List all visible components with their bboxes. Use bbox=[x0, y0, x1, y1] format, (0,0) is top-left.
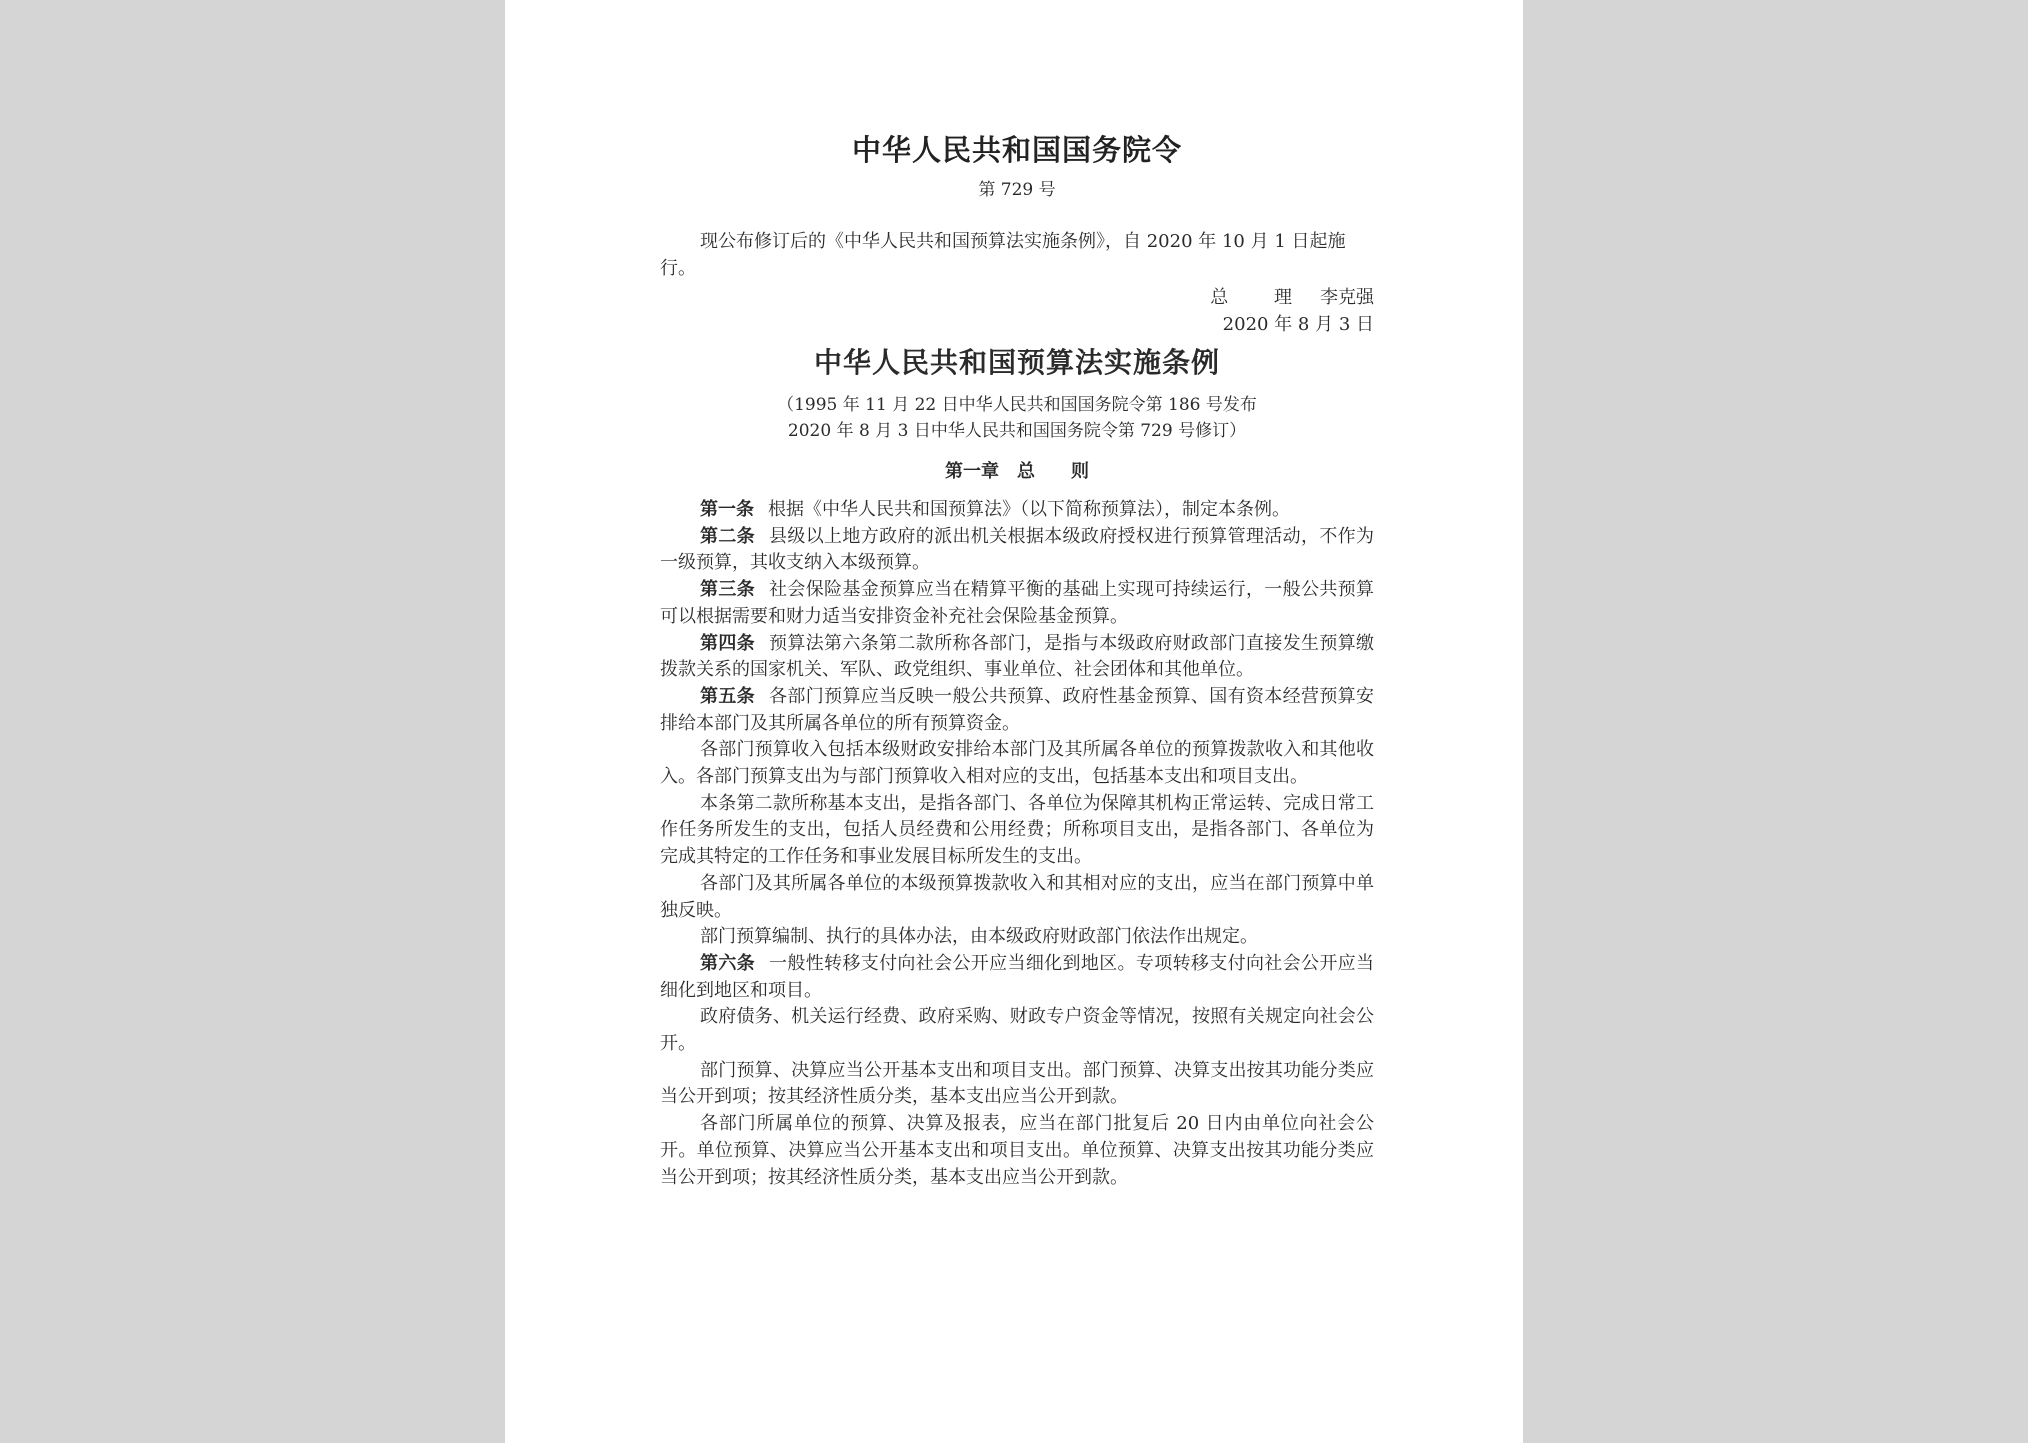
article-text: 各部门及其所属各单位的本级预算拨款收入和其相对应的支出，应当在部门预算中单独反映。 bbox=[660, 872, 1374, 921]
article-text: 县级以上地方政府的派出机关根据本级政府授权进行预算管理活动，不作为一级预算，其收支纳入本级预算。 bbox=[660, 525, 1374, 574]
article-label: 第一条 bbox=[700, 499, 754, 520]
article-paragraph bbox=[660, 1004, 1374, 1057]
regulation-title: 中华人民共和国预算法实施条例 bbox=[813, 346, 1220, 379]
article-paragraph bbox=[660, 631, 1374, 684]
article-paragraph bbox=[660, 1111, 1374, 1191]
signature-role: 总 理 bbox=[1210, 287, 1312, 308]
article-text: 本条第二款所称基本支出，是指各部门、各单位为保障其机构正常运转、完成日常工作任务所发生的支出，包括人员经费和公用经费；所称项目支出，是指各部门、各单位为完成其特定的工作任务和事业发展目标所发生的支出。 bbox=[660, 792, 1374, 868]
decree-number: 第 729 号 bbox=[978, 180, 1056, 200]
article-paragraph bbox=[660, 684, 1374, 737]
article-text: 各部门预算收入包括本级财政安排给本部门及其所属各单位的预算拨款收入和其他收入。各部门预算支出为与部门预算收入相对应的支出，包括基本支出和项目支出。 bbox=[660, 739, 1374, 788]
regulation-note-line-1: （1995 年 11 月 22 日中华人民共和国国务院令第 186 号发布 bbox=[777, 395, 1257, 415]
signature-line bbox=[1210, 284, 1374, 311]
article-text: 社会保险基金预算应当在精算平衡的基础上实现可持续运行，一般公共预算可以根据需要和财力适当安排资金补充社会保险基金预算。 bbox=[660, 579, 1374, 627]
regulation-note-line-2: 2020 年 8 月 3 日中华人民共和国国务院令第 729 号修订） bbox=[787, 421, 1247, 441]
article-label: 第三条 bbox=[700, 579, 756, 601]
article-label: 第六条 bbox=[700, 952, 756, 974]
article-paragraph bbox=[660, 871, 1374, 924]
chapter-heading: 第一章 总 则 bbox=[945, 461, 1089, 482]
signature-date: 2020 年 8 月 3 日 bbox=[1222, 314, 1374, 335]
article-paragraph bbox=[660, 524, 1374, 577]
article-text: 预算法第六条第二款所称各部门，是指与本级政府财政部门直接发生预算缴拨款关系的国家机关、军队、政党组织、事业单位、社会团体和其他单位。 bbox=[660, 632, 1374, 681]
article-text: 根据《中华人民共和国预算法》（以下简称预算法），制定本条例。 bbox=[768, 499, 1290, 520]
article-text: 各部门预算应当反映一般公共预算、政府性基金预算、国有资本经营预算安排给本部门及其所属各单位的所有预算资金。 bbox=[660, 685, 1374, 734]
article-text: 部门预算、决算应当公开基本支出和项目支出。部门预算、决算支出按其功能分类应当公开到项；按其经济性质分类，基本支出应当公开到款。 bbox=[660, 1059, 1374, 1108]
article-paragraph bbox=[660, 951, 1374, 1004]
article-label: 第四条 bbox=[700, 632, 756, 654]
article-paragraph bbox=[660, 737, 1374, 790]
article-text: 政府债务、机关运行经费、政府采购、财政专户资金等情况，按照有关规定向社会公开。 bbox=[660, 1006, 1374, 1055]
article-paragraph bbox=[660, 1058, 1374, 1111]
document-page bbox=[505, 0, 1523, 1443]
article-paragraph bbox=[660, 577, 1374, 630]
article-paragraph bbox=[660, 497, 1374, 524]
promulgation-text: 现公布修订后的《中华人民共和国预算法实施条例》，自 2020 年 10 月 1 日起施行。 bbox=[660, 231, 1346, 279]
article-paragraph bbox=[660, 924, 1374, 951]
regulation-body bbox=[660, 497, 1374, 1191]
article-label: 第二条 bbox=[700, 525, 756, 547]
signature-name: 李克强 bbox=[1320, 287, 1374, 308]
article-paragraph bbox=[660, 791, 1374, 871]
article-label: 第五条 bbox=[700, 685, 756, 707]
article-text: 部门预算编制、执行的具体办法，由本级政府财政部门依法作出规定。 bbox=[700, 926, 1258, 948]
decree-title: 中华人民共和国国务院令 bbox=[851, 133, 1182, 167]
article-text: 一般性转移支付向社会公开应当细化到地区。专项转移支付向社会公开应当细化到地区和项目。 bbox=[660, 952, 1374, 1001]
article-text: 各部门所属单位的预算、决算及报表，应当在部门批复后 20 日内由单位向社会公开。单位预算、决算应当公开基本支出和项目支出。单位预算、决算支出按其功能分类应当公开到项；按其经济性质分类，基本支出应当公开到款。 bbox=[660, 1113, 1374, 1188]
